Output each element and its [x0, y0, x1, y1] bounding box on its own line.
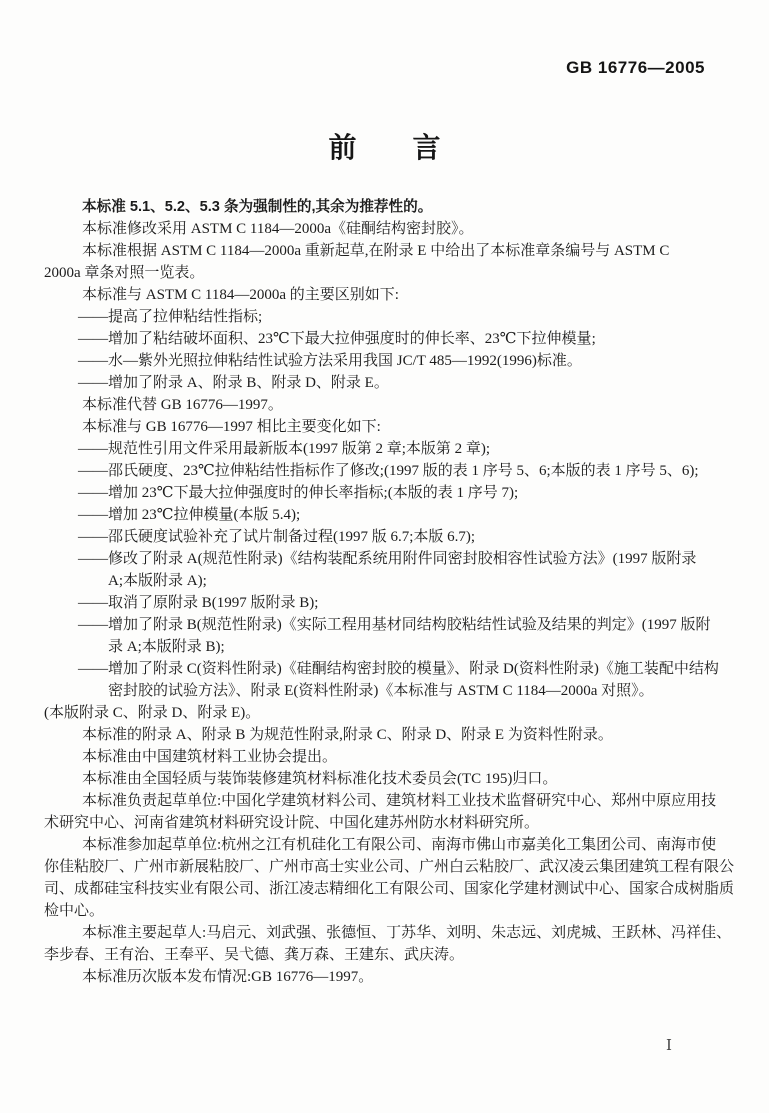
body-line: 本标准参加起草单位:杭州之江有机硅化工有限公司、南海市佛山市嘉美化工集团公司、南海市使 [82, 837, 717, 853]
body-line: 本标准 5.1、5.2、5.3 条为强制性的,其余为推荐性的。 [82, 199, 433, 215]
body-line: 本标准修改采用 ASTM C 1184—2000a《硅酮结构密封胶》。 [82, 221, 474, 237]
body-line: ——邵氏硬度试验补充了试片制备过程(1997 版 6.7;本版 6.7); [78, 529, 476, 545]
standard-code: GB 16776—2005 [566, 58, 705, 77]
page-title: 前 言 [328, 132, 441, 163]
body-line: 本标准主要起草人:马启元、刘武强、张德恒、丁苏华、刘明、朱志远、刘虎城、王跃林、冯祥佳、 [82, 925, 732, 941]
body-line: A;本版附录 A); [108, 573, 207, 589]
body-line: ——增加了附录 C(资料性附录)《硅酮结构密封胶的模量》、附录 D(资料性附录)《施工装配中结构 [78, 661, 719, 677]
body-line: ——提高了拉伸粘结性指标; [78, 309, 263, 325]
body-line: 录 A;本版附录 B); [108, 639, 225, 655]
body-line: ——规范性引用文件采用最新版本(1997 版第 2 章;本版第 2 章); [78, 441, 491, 457]
body-line: 本标准由全国轻质与装饰装修建筑材料标准化技术委员会(TC 195)归口。 [82, 771, 558, 787]
body-line: 司、成都硅宝科技实业有限公司、浙江凌志精细化工有限公司、国家化学建材测试中心、国家合成树脂质 [44, 881, 735, 897]
body-line: 本标准历次版本发布情况:GB 16776—1997。 [82, 969, 374, 985]
body-line: (本版附录 C、附录 D、附录 E)。 [44, 705, 261, 721]
body-line: ——邵氏硬度、23℃拉伸粘结性指标作了修改;(1997 版的表 1 序号 5、6;本版的表 1 序号 5、6); [78, 463, 699, 479]
body-line: 本标准负责起草单位:中国化学建筑材料公司、建筑材料工业技术监督研究中心、郑州中原应用技 [82, 793, 717, 809]
body-line: ——取消了原附录 B(1997 版附录 B); [78, 595, 319, 611]
body-line: 术研究中心、河南省建筑材料研究设计院、中国化建苏州防水材料研究所。 [44, 815, 540, 831]
body-line: 检中心。 [44, 903, 105, 919]
body-line: ——增加 23℃下最大拉伸强度时的伸长率指标;(本版的表 1 序号 7); [78, 485, 519, 501]
body-line: 李步春、王有治、王奉平、吴弋德、龚万森、王建东、武庆涛。 [44, 947, 465, 963]
body-line: 本标准根据 ASTM C 1184—2000a 重新起草,在附录 E 中给出了本标准章条编号与 ASTM C [82, 243, 670, 259]
body-line: 本标准的附录 A、附录 B 为规范性附录,附录 C、附录 D、附录 E 为资料性附录。 [82, 727, 613, 743]
body-line: 本标准与 GB 16776—1997 相比主要变化如下: [82, 419, 381, 435]
body-line: 本标准与 ASTM C 1184—2000a 的主要区别如下: [82, 287, 399, 303]
body-line: ——增加了粘结破坏面积、23℃下最大拉伸强度时的伸长率、23℃下拉伸模量; [78, 331, 596, 347]
page-number: Ⅰ [666, 1038, 672, 1054]
body-line: 2000a 章条对照一览表。 [44, 265, 205, 281]
body-line: ——增加 23℃拉伸模量(本版 5.4); [78, 507, 301, 523]
body-line: 密封胶的试验方法》、附录 E(资料性附录)《本标准与 ASTM C 1184—2000a 对照》。 [108, 683, 654, 699]
body-line: 本标准代替 GB 16776—1997。 [82, 397, 283, 413]
foreword-body [44, 196, 734, 988]
body-line: ——修改了附录 A(规范性附录)《结构装配系统用附件同密封胶相容性试验方法》(1997 版附录 [78, 551, 697, 567]
body-line: ——增加了附录 A、附录 B、附录 D、附录 E。 [78, 375, 389, 391]
body-line: ——增加了附录 B(规范性附录)《实际工程用基材同结构胶粘结性试验及结果的判定》(1997 版附 [78, 617, 711, 633]
body-line: 本标准由中国建筑材料工业协会提出。 [82, 749, 338, 765]
body-line: 你佳粘胶厂、广州市新展粘胶厂、广州市高士实业公司、广州白云粘胶厂、武汉凌云集团建筑工程有限公 [44, 859, 735, 875]
body-line: ——水—紫外光照拉伸粘结性试验方法采用我国 JC/T 485—1992(1996)标准。 [78, 353, 582, 369]
